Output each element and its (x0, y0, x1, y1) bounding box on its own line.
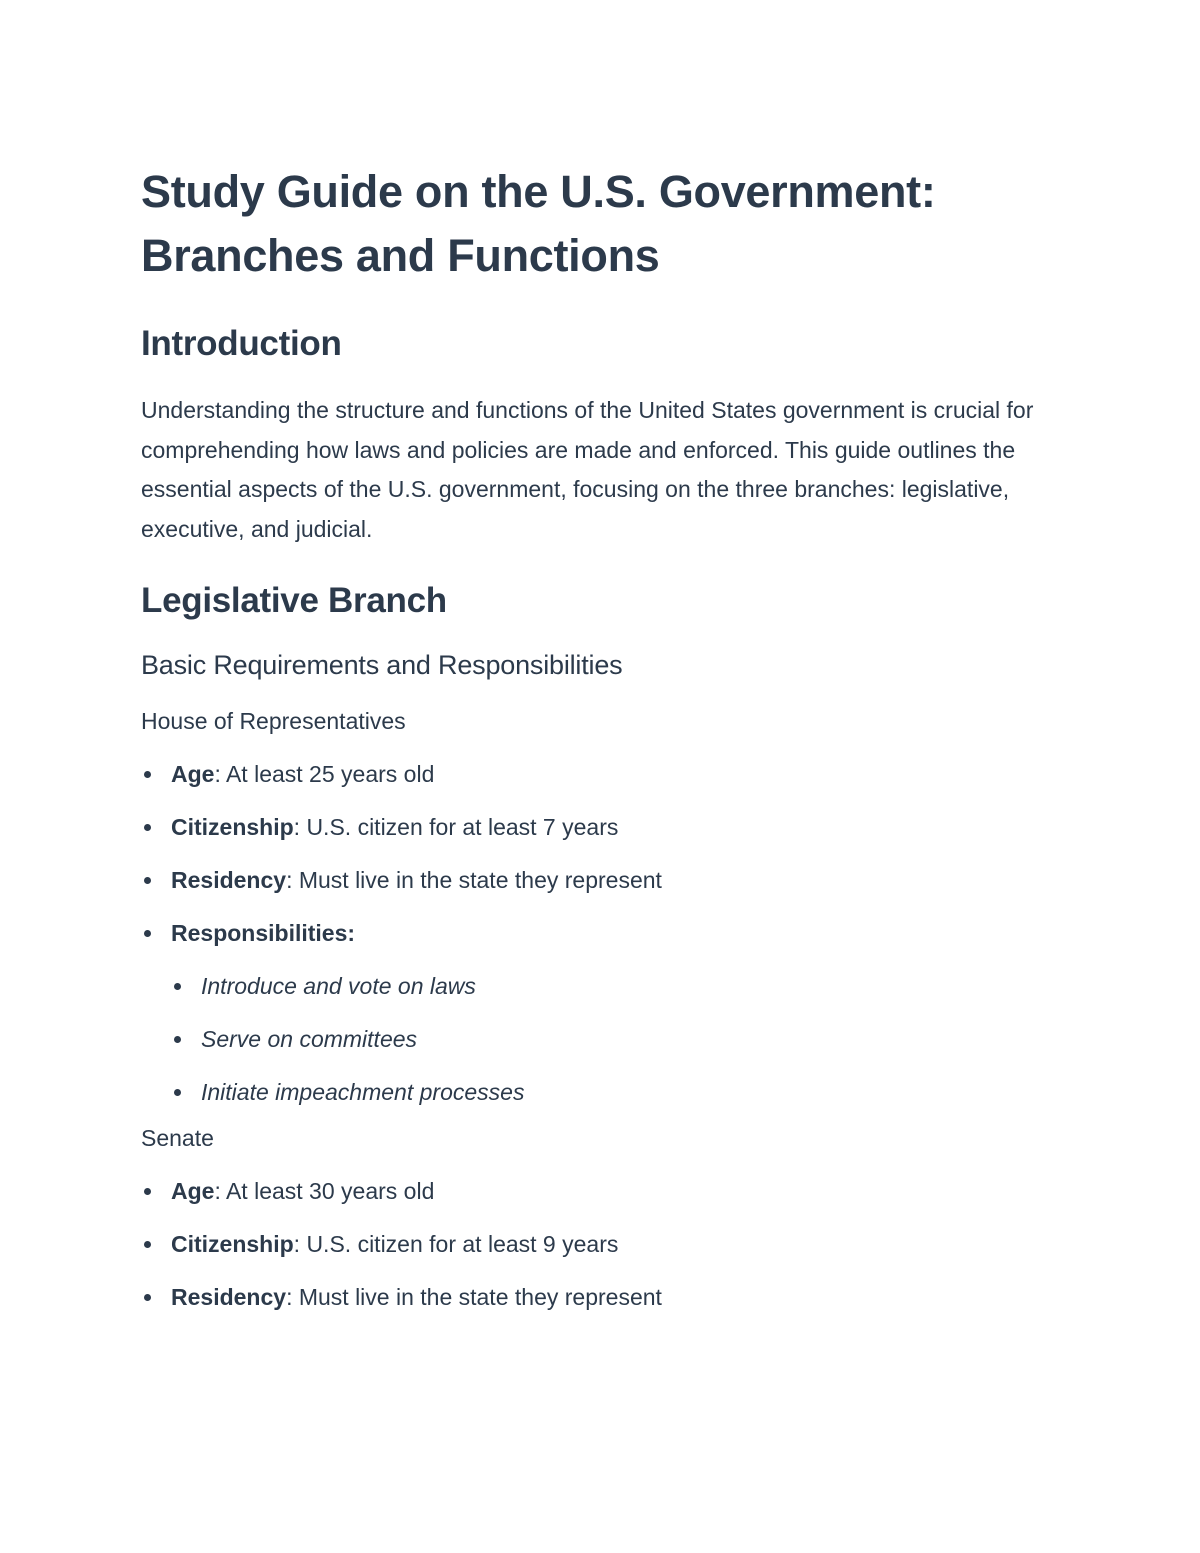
introduction-paragraph: Understanding the structure and functions of the United States government is crucial for comprehending how laws and policies are made and enforced. This guide outlines the essential aspects of the U.S. government, focusing on the three branches: legislative, executive, and judicial. (141, 397, 1034, 542)
list-item-responsibility: Initiate impeachment processes (171, 1076, 1071, 1108)
senate-requirements-list (141, 1175, 1071, 1313)
house-citizenship-value: : U.S. citizen for at least 7 years (293, 814, 619, 840)
list-item-house-citizenship (141, 811, 1071, 843)
list-item-responsibility: Introduce and vote on laws (171, 970, 1071, 1002)
list-item-house-responsibilities (141, 917, 1071, 1108)
house-residency-value: : Must live in the state they represent (286, 867, 662, 893)
house-requirements-list (141, 758, 1071, 1108)
house-age-value: : At least 25 years old (214, 761, 435, 787)
house-age-label: Age (171, 761, 215, 787)
list-item-house-residency (141, 864, 1071, 896)
legislative-branch-heading: Legislative Branch (141, 581, 447, 620)
document-title: Study Guide on the U.S. Government: Branches and Functions (141, 166, 936, 281)
house-citizenship-label: Citizenship (171, 814, 294, 840)
introduction-heading: Introduction (141, 324, 342, 363)
list-item-senate-citizenship (141, 1228, 1071, 1260)
house-heading: House of Representatives (141, 708, 406, 734)
list-item-senate-residency (141, 1281, 1071, 1313)
senate-heading: Senate (141, 1125, 214, 1151)
senate-age-label: Age (171, 1178, 215, 1204)
document-page (141, 160, 1071, 1313)
senate-citizenship-value: : U.S. citizen for at least 9 years (293, 1231, 619, 1257)
senate-citizenship-label: Citizenship (171, 1231, 294, 1257)
list-item-responsibility: Serve on committees (171, 1023, 1071, 1055)
house-residency-label: Residency (171, 867, 287, 893)
senate-age-value: : At least 30 years old (214, 1178, 435, 1204)
house-responsibilities-label: Responsibilities: (171, 920, 356, 946)
senate-residency-label: Residency (171, 1284, 287, 1310)
senate-residency-value: : Must live in the state they represent (286, 1284, 662, 1310)
house-responsibilities-list (171, 970, 1071, 1108)
list-item-senate-age (141, 1175, 1071, 1207)
list-item-house-age (141, 758, 1071, 790)
requirements-subheading: Basic Requirements and Responsibilities (141, 650, 623, 680)
